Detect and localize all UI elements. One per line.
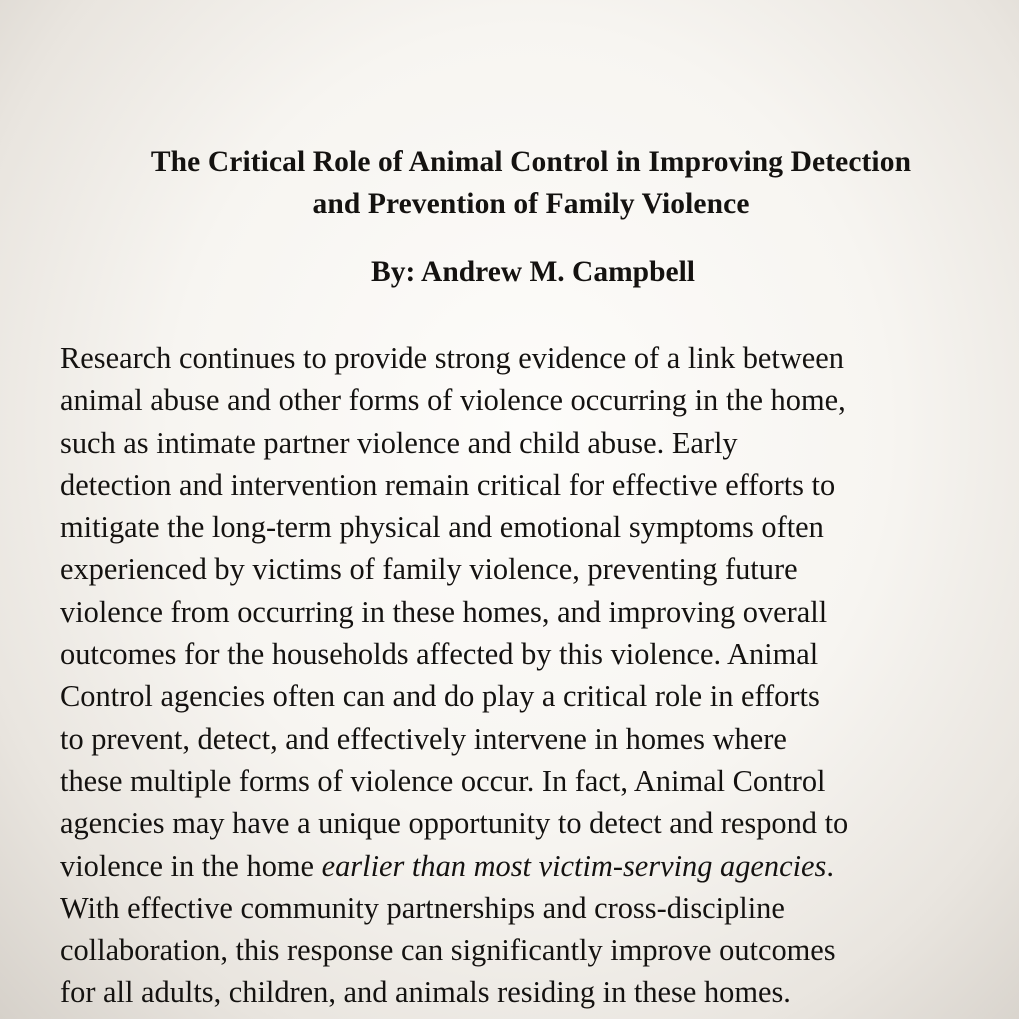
document-title [0, 141, 1019, 225]
body-line: experienced by victims of family violence, preventing future [60, 552, 798, 587]
body-line: outcomes for the households affected by this violence. Animal [60, 637, 819, 672]
body-line-emphasis [60, 845, 1019, 887]
author-byline: By: Andrew M. Campbell [371, 256, 695, 288]
body-line: such as intimate partner violence and child abuse. Early [60, 425, 738, 460]
body-line: With effective community partnerships and cross-discipline [60, 890, 785, 925]
body-paragraph [60, 337, 1019, 1014]
body-line: mitigate the long-term physical and emotional symptoms often [60, 510, 824, 545]
title-line-1: The Critical Role of Animal Control in Improving Detection [150, 146, 912, 178]
body-line: these multiple forms of violence occur. In fact, Animal Control [60, 763, 826, 798]
body-line: violence from occurring in these homes, and improving overall [60, 594, 828, 629]
body-line: detection and intervention remain critical for effective efforts to [60, 467, 836, 502]
body-line: for all adults, children, and animals residing in these homes. [60, 975, 791, 1010]
body-line: to prevent, detect, and effectively intervene in homes where [60, 721, 787, 756]
title-line-2: and Prevention of Family Violence [312, 188, 750, 220]
body-text: violence in the home [60, 848, 322, 883]
italic-emphasis: earlier than most victim-serving agencies [321, 848, 827, 883]
body-line: agencies may have a unique opportunity to detect and respond to [60, 806, 849, 841]
body-line: Control agencies often can and do play a critical role in efforts [60, 679, 820, 714]
body-text: . [826, 848, 834, 883]
body-line: collaboration, this response can significantly improve outcomes [60, 933, 836, 968]
body-line: Research continues to provide strong evidence of a link between [60, 341, 844, 375]
body-line: animal abuse and other forms of violence occurring in the home, [60, 383, 846, 418]
